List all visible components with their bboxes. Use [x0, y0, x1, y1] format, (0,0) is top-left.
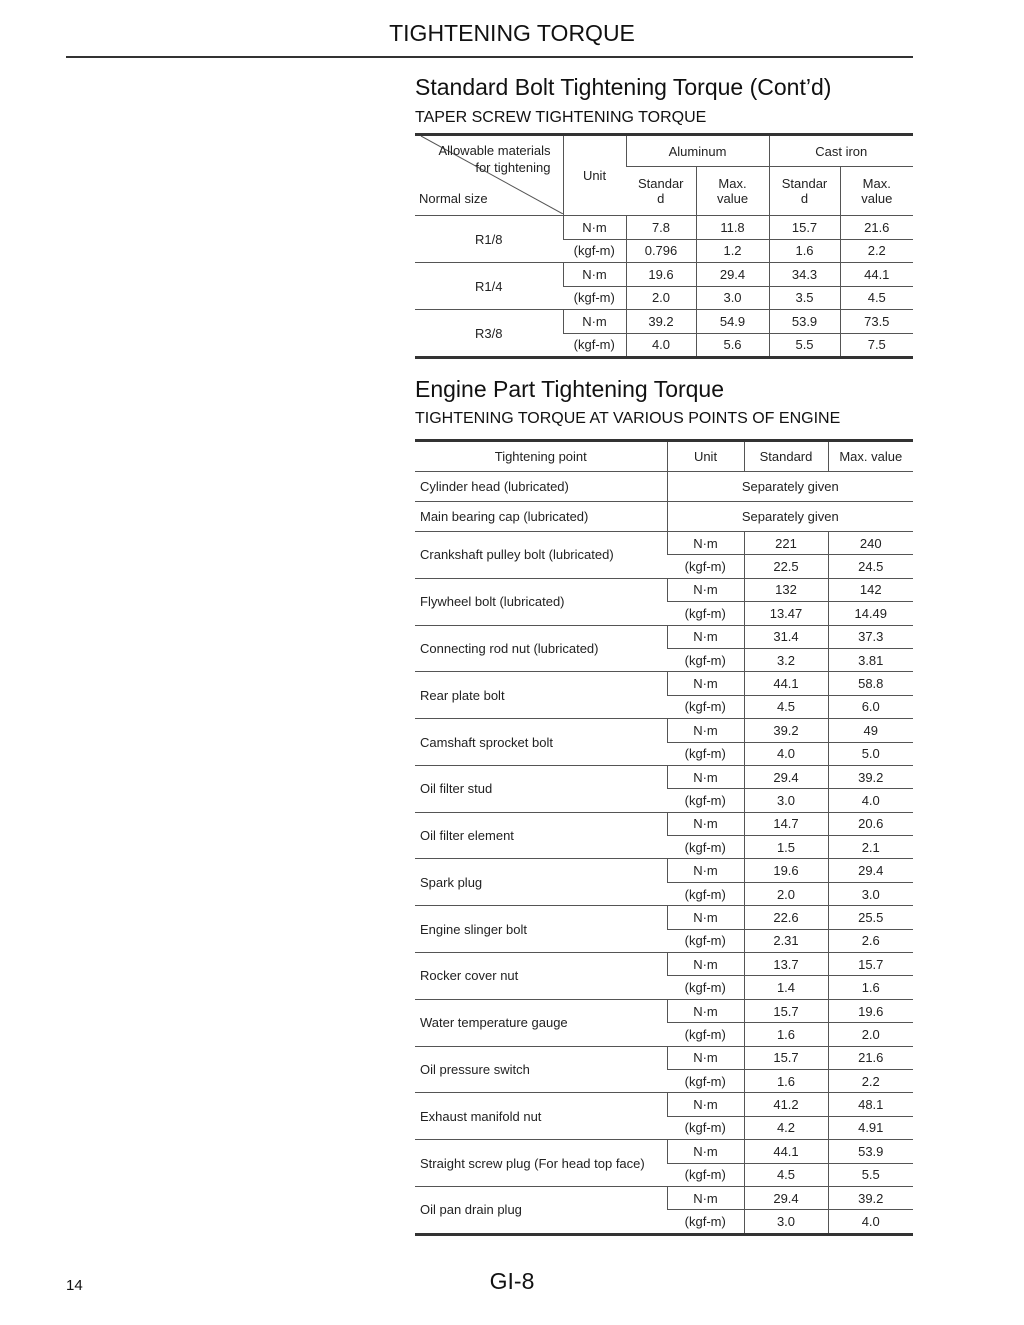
unit-cell: (kgf-m) — [667, 976, 744, 999]
standard-cell: 1.4 — [744, 976, 828, 999]
value-cell: 1.6 — [769, 239, 840, 263]
standard-cell: 2.0 — [744, 882, 828, 905]
table-row — [415, 999, 913, 1022]
section2-subtitle: TIGHTENING TORQUE AT VARIOUS POINTS OF ENGINE — [415, 410, 841, 427]
unit-cell: N·m — [667, 532, 744, 555]
unit-cell: N·m — [667, 672, 744, 695]
cast-iron-standard-header: Standar d — [769, 167, 840, 216]
max-value-cell: 37.3 — [828, 625, 913, 648]
standard-cell: 3.2 — [744, 648, 828, 671]
value-cell: 15.7 — [769, 216, 840, 240]
max-value-cell: 4.91 — [828, 1116, 913, 1139]
unit-cell: N·m — [563, 263, 626, 287]
standard-cell: 1.5 — [744, 836, 828, 859]
value-cell: 2.0 — [626, 286, 696, 310]
unit-cell: N·m — [667, 625, 744, 648]
page-number: 14 — [66, 1277, 83, 1294]
max-value-cell: 39.2 — [828, 1186, 913, 1209]
standard-cell: 3.0 — [744, 1210, 828, 1234]
value-cell: 53.9 — [769, 310, 840, 334]
value-cell: 3.5 — [769, 286, 840, 310]
unit-cell: N·m — [563, 216, 626, 240]
unit-cell: (kgf-m) — [667, 1210, 744, 1234]
table-row — [415, 310, 913, 334]
max-value-cell: 24.5 — [828, 555, 913, 578]
unit-cell: N·m — [667, 719, 744, 742]
max-value-cell: 5.5 — [828, 1163, 913, 1186]
max-value-cell: 4.0 — [828, 1210, 913, 1234]
unit-cell: (kgf-m) — [667, 836, 744, 859]
standard-cell: 19.6 — [744, 859, 828, 882]
unit-cell: (kgf-m) — [667, 742, 744, 765]
cast-iron-header: Cast iron — [769, 135, 913, 167]
table-row — [415, 906, 913, 929]
table-row — [415, 672, 913, 695]
allowable-materials-line2: for tightening — [475, 160, 551, 175]
value-cell: 1.2 — [696, 239, 769, 263]
max-value-cell: 25.5 — [828, 906, 913, 929]
max-value-cell: 21.6 — [828, 1046, 913, 1069]
tightening-point-cell: Crankshaft pulley bolt (lubricated) — [415, 532, 667, 579]
table-row — [415, 1046, 913, 1069]
unit-cell: N·m — [667, 859, 744, 882]
aluminum-max-header: Max. value — [696, 167, 769, 216]
standard-cell: 4.0 — [744, 742, 828, 765]
section1-subtitle: TAPER SCREW TIGHTENING TORQUE — [415, 109, 707, 126]
max-value-cell: 2.0 — [828, 1023, 913, 1046]
unit-cell: (kgf-m) — [563, 286, 626, 310]
max-value-cell: 15.7 — [828, 953, 913, 976]
unit-cell: N·m — [667, 765, 744, 788]
normal-size-label: Normal size — [419, 191, 488, 206]
value-cell: 29.4 — [696, 263, 769, 287]
normal-size-cell: R1/4 — [415, 263, 563, 310]
unit-cell: (kgf-m) — [667, 882, 744, 905]
max-value-cell: 48.1 — [828, 1093, 913, 1116]
table-row — [415, 216, 913, 240]
section2-title: Engine Part Tightening Torque — [415, 376, 725, 402]
value-cell: 34.3 — [769, 263, 840, 287]
unit-header: Unit — [563, 135, 626, 216]
value-cell: 5.6 — [696, 333, 769, 358]
unit-header: Unit — [667, 441, 744, 472]
table-row — [415, 532, 913, 555]
tightening-point-cell: Water temperature gauge — [415, 999, 667, 1046]
table-row — [415, 1093, 913, 1116]
tightening-point-cell: Rocker cover nut — [415, 953, 667, 1000]
tightening-point-cell: Flywheel bolt (lubricated) — [415, 578, 667, 625]
value-cell: 4.5 — [840, 286, 913, 310]
value-cell: 3.0 — [696, 286, 769, 310]
max-value-cell: 3.0 — [828, 882, 913, 905]
unit-cell: (kgf-m) — [667, 695, 744, 718]
section-code: GI-8 — [489, 1268, 535, 1294]
max-value-cell: 2.1 — [828, 836, 913, 859]
value-cell: 5.5 — [769, 333, 840, 358]
max-value-cell: 5.0 — [828, 742, 913, 765]
value-cell: 44.1 — [840, 263, 913, 287]
tightening-point-cell: Connecting rod nut (lubricated) — [415, 625, 667, 672]
standard-cell: 44.1 — [744, 672, 828, 695]
normal-size-cell: R1/8 — [415, 216, 563, 263]
standard-cell: 39.2 — [744, 719, 828, 742]
unit-cell: (kgf-m) — [563, 239, 626, 263]
tightening-point-cell: Straight screw plug (For head top face) — [415, 1140, 667, 1187]
table-row — [415, 578, 913, 601]
standard-cell: 2.31 — [744, 929, 828, 952]
standard-cell: 221 — [744, 532, 828, 555]
tightening-point-cell: Oil filter element — [415, 812, 667, 859]
taper-screw-table — [415, 133, 913, 359]
tightening-point-cell: Spark plug — [415, 859, 667, 906]
value-cell: 19.6 — [626, 263, 696, 287]
unit-cell: N·m — [667, 1140, 744, 1163]
value-cell: 54.9 — [696, 310, 769, 334]
unit-cell: (kgf-m) — [667, 789, 744, 812]
tightening-point-cell: Engine slinger bolt — [415, 906, 667, 953]
table-row — [415, 859, 913, 882]
unit-cell: N·m — [667, 812, 744, 835]
unit-cell: (kgf-m) — [667, 648, 744, 671]
value-cell: 39.2 — [626, 310, 696, 334]
standard-cell: 3.0 — [744, 789, 828, 812]
standard-cell: 14.7 — [744, 812, 828, 835]
section1-title: Standard Bolt Tightening Torque (Cont’d) — [415, 74, 832, 100]
allowable-materials-label — [439, 142, 551, 176]
table-row — [415, 1186, 913, 1209]
table-row — [415, 502, 913, 532]
standard-cell: 1.6 — [744, 1069, 828, 1092]
unit-cell: (kgf-m) — [667, 602, 744, 625]
max-value-cell: 20.6 — [828, 812, 913, 835]
diagonal-header-cell — [415, 135, 563, 216]
max-value-cell: 2.2 — [828, 1069, 913, 1092]
standard-cell: 13.47 — [744, 602, 828, 625]
unit-cell: N·m — [667, 578, 744, 601]
value-cell: 0.796 — [626, 239, 696, 263]
engine-torque-table — [415, 439, 913, 1236]
table-row — [415, 719, 913, 742]
standard-cell: 22.5 — [744, 555, 828, 578]
max-value-cell: 49 — [828, 719, 913, 742]
table-row — [415, 1140, 913, 1163]
table-row — [415, 263, 913, 287]
standard-cell: 29.4 — [744, 1186, 828, 1209]
value-cell: 11.8 — [696, 216, 769, 240]
standard-cell: 22.6 — [744, 906, 828, 929]
table-row — [415, 812, 913, 835]
max-value-cell: 142 — [828, 578, 913, 601]
max-value-cell: 14.49 — [828, 602, 913, 625]
standard-cell: 41.2 — [744, 1093, 828, 1116]
standard-cell: 15.7 — [744, 999, 828, 1022]
unit-cell: N·m — [667, 1186, 744, 1209]
value-cell: 2.2 — [840, 239, 913, 263]
tightening-point-header: Tightening point — [415, 441, 667, 472]
unit-cell: (kgf-m) — [667, 1069, 744, 1092]
value-cell: 7.8 — [626, 216, 696, 240]
unit-cell: (kgf-m) — [667, 929, 744, 952]
separately-given-cell: Separately given — [667, 502, 913, 532]
max-value-cell: 4.0 — [828, 789, 913, 812]
max-value-cell: 3.81 — [828, 648, 913, 671]
unit-cell: N·m — [667, 999, 744, 1022]
standard-cell: 29.4 — [744, 765, 828, 788]
standard-cell: 4.5 — [744, 695, 828, 718]
max-value-cell: 6.0 — [828, 695, 913, 718]
aluminum-header: Aluminum — [626, 135, 769, 167]
tightening-point-cell: Rear plate bolt — [415, 672, 667, 719]
unit-cell: (kgf-m) — [667, 1023, 744, 1046]
max-value-header: Max. value — [828, 441, 913, 472]
unit-cell: (kgf-m) — [667, 555, 744, 578]
tightening-point-cell: Oil pan drain plug — [415, 1186, 667, 1234]
aluminum-standard-header: Standar d — [626, 167, 696, 216]
tightening-point-cell: Camshaft sprocket bolt — [415, 719, 667, 766]
max-value-cell: 29.4 — [828, 859, 913, 882]
unit-cell: N·m — [667, 1093, 744, 1116]
table-row — [415, 625, 913, 648]
value-cell: 4.0 — [626, 333, 696, 358]
tightening-point-cell: Exhaust manifold nut — [415, 1093, 667, 1140]
standard-cell: 44.1 — [744, 1140, 828, 1163]
standard-cell: 13.7 — [744, 953, 828, 976]
unit-cell: N·m — [667, 953, 744, 976]
standard-cell: 132 — [744, 578, 828, 601]
max-value-cell: 19.6 — [828, 999, 913, 1022]
standard-header: Standard — [744, 441, 828, 472]
header-rule — [66, 56, 913, 58]
standard-cell: 15.7 — [744, 1046, 828, 1069]
standard-cell: 1.6 — [744, 1023, 828, 1046]
max-value-cell: 58.8 — [828, 672, 913, 695]
separately-given-cell: Separately given — [667, 472, 913, 502]
standard-cell: 4.5 — [744, 1163, 828, 1186]
tightening-point-cell: Cylinder head (lubricated) — [415, 472, 667, 502]
max-value-cell: 2.6 — [828, 929, 913, 952]
allowable-materials-line1: Allowable materials — [438, 143, 551, 158]
table-row — [415, 765, 913, 788]
value-cell: 73.5 — [840, 310, 913, 334]
max-value-cell: 240 — [828, 532, 913, 555]
table-row — [415, 953, 913, 976]
value-cell: 7.5 — [840, 333, 913, 358]
unit-cell: N·m — [563, 310, 626, 334]
tightening-point-cell: Main bearing cap (lubricated) — [415, 502, 667, 532]
unit-cell: (kgf-m) — [667, 1163, 744, 1186]
standard-cell: 31.4 — [744, 625, 828, 648]
standard-cell: 4.2 — [744, 1116, 828, 1139]
max-value-cell: 1.6 — [828, 976, 913, 999]
cast-iron-max-header: Max. value — [840, 167, 913, 216]
max-value-cell: 53.9 — [828, 1140, 913, 1163]
unit-cell: (kgf-m) — [667, 1116, 744, 1139]
unit-cell: N·m — [667, 906, 744, 929]
page-header-title: TIGHTENING TORQUE — [389, 20, 635, 46]
tightening-point-cell: Oil pressure switch — [415, 1046, 667, 1093]
max-value-cell: 39.2 — [828, 765, 913, 788]
value-cell: 21.6 — [840, 216, 913, 240]
unit-cell: N·m — [667, 1046, 744, 1069]
normal-size-cell: R3/8 — [415, 310, 563, 358]
unit-cell: (kgf-m) — [563, 333, 626, 358]
tightening-point-cell: Oil filter stud — [415, 765, 667, 812]
table-row — [415, 472, 913, 502]
